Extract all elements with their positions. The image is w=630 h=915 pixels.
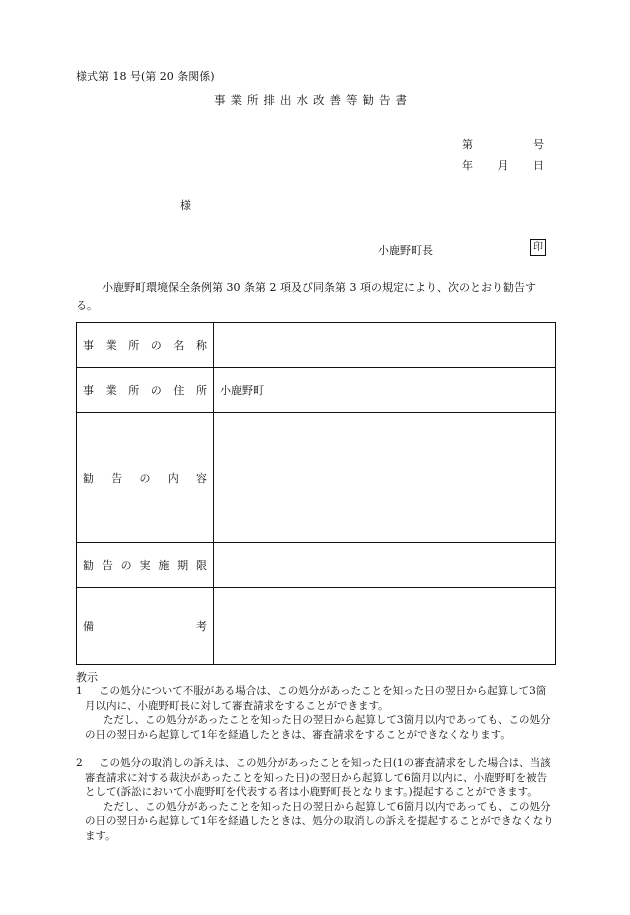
row-value-remarks[interactable]: [214, 588, 556, 665]
table-row: [77, 543, 556, 588]
row-value-deadline[interactable]: [214, 543, 556, 588]
addressee-suffix: 様: [180, 199, 191, 212]
number-prefix: 第: [462, 138, 473, 151]
table-row: [77, 323, 556, 368]
date-year: 年: [462, 159, 473, 172]
note-number: 2: [76, 757, 83, 769]
note-proviso: ただし、この処分があったことを知った日の翌日から起算して6箇月以内であっても、この処分の日の翌日から起算して1年を経過したときは、処分の取消しの訴えを提起することができなくなります。: [85, 800, 554, 842]
row-label-char: 告: [101, 559, 113, 572]
row-label-char: の: [150, 384, 162, 397]
date-month: 月: [497, 159, 509, 172]
note-item-1: [76, 684, 556, 742]
row-label-char: 住: [173, 384, 185, 397]
row-label-char: 所: [128, 339, 140, 352]
table-row: [77, 413, 556, 543]
date-day: 日: [533, 159, 544, 172]
row-label-char: 称: [195, 339, 207, 352]
row-label-char: 内: [167, 471, 179, 485]
row-label-char: 備: [83, 620, 94, 633]
row-label-char: 事: [83, 339, 94, 352]
note-number: 1: [76, 685, 83, 697]
row-label-char: 施: [158, 559, 170, 572]
form-number: 様式第 18 号(第 20 条関係): [76, 70, 215, 83]
row-label-char: 所: [128, 384, 140, 397]
table-row: [77, 368, 556, 413]
document-title: 事業所排出水改善等勧告書: [214, 93, 412, 107]
note-item-2: [76, 756, 556, 843]
document-number-line: [462, 136, 544, 152]
date-line: [462, 157, 544, 173]
row-label-office-name: [77, 323, 214, 368]
seal-mark: 印: [530, 239, 546, 256]
row-value-recommendation[interactable]: [214, 413, 556, 543]
body-paragraph: 小鹿野町環境保全条例第 30 条第 2 項及び同条第 3 項の規定により、次のとおり勧告する。: [76, 281, 536, 312]
note-proviso: ただし、この処分があったことを知った日の翌日から起算して3箇月以内であっても、この処分の日の翌日から起算して1年を経過したときは、審査請求をすることができなくなります。: [85, 714, 551, 741]
row-label-char: 名: [173, 339, 185, 352]
row-label-deadline: [77, 543, 214, 588]
row-label-char: 勧: [83, 471, 94, 485]
row-value-office-address[interactable]: 小鹿野町: [214, 368, 556, 413]
number-suffix: 号: [533, 138, 544, 151]
row-label-recommendation: [77, 413, 214, 543]
row-label-char: の: [139, 471, 151, 485]
table-row: [77, 588, 556, 665]
row-label-char: 業: [105, 339, 117, 352]
row-label-remarks: [77, 588, 214, 665]
row-label-char: 業: [105, 384, 117, 397]
row-label-char: 告: [111, 471, 123, 485]
row-label-char: 勧: [83, 559, 94, 572]
info-table: [76, 322, 556, 665]
row-label-char: 容: [196, 471, 207, 485]
row-label-char: 事: [83, 384, 94, 397]
row-label-char: 期: [177, 559, 189, 572]
note-text: この処分の取消しの訴えは、この処分があったことを知った日(1の審査請求をした場合は、当該審査請求に対する裁決があったことを知った日)の翌日から起算して6箇月以内に、小鹿野町を被告として(訴訟において小鹿野町を代表する者は小鹿野町長となります。)提起することができます。: [85, 757, 551, 798]
notes-heading: 教示: [76, 671, 98, 684]
row-label-char: 限: [195, 559, 207, 572]
note-text: この処分について不服がある場合は、この処分があったことを知った日の翌日から起算して3箇月以内に、小鹿野町長に対して審査請求をすることができます。: [85, 685, 547, 712]
row-label-char: の: [120, 559, 132, 572]
row-label-char: 所: [195, 384, 207, 397]
row-label-office-address: [77, 368, 214, 413]
row-value-office-name[interactable]: [214, 323, 556, 368]
row-label-char: の: [150, 339, 162, 352]
row-label-char: 考: [196, 620, 207, 633]
row-label-char: 実: [139, 559, 151, 572]
issuer-name: 小鹿野町長: [378, 244, 433, 257]
